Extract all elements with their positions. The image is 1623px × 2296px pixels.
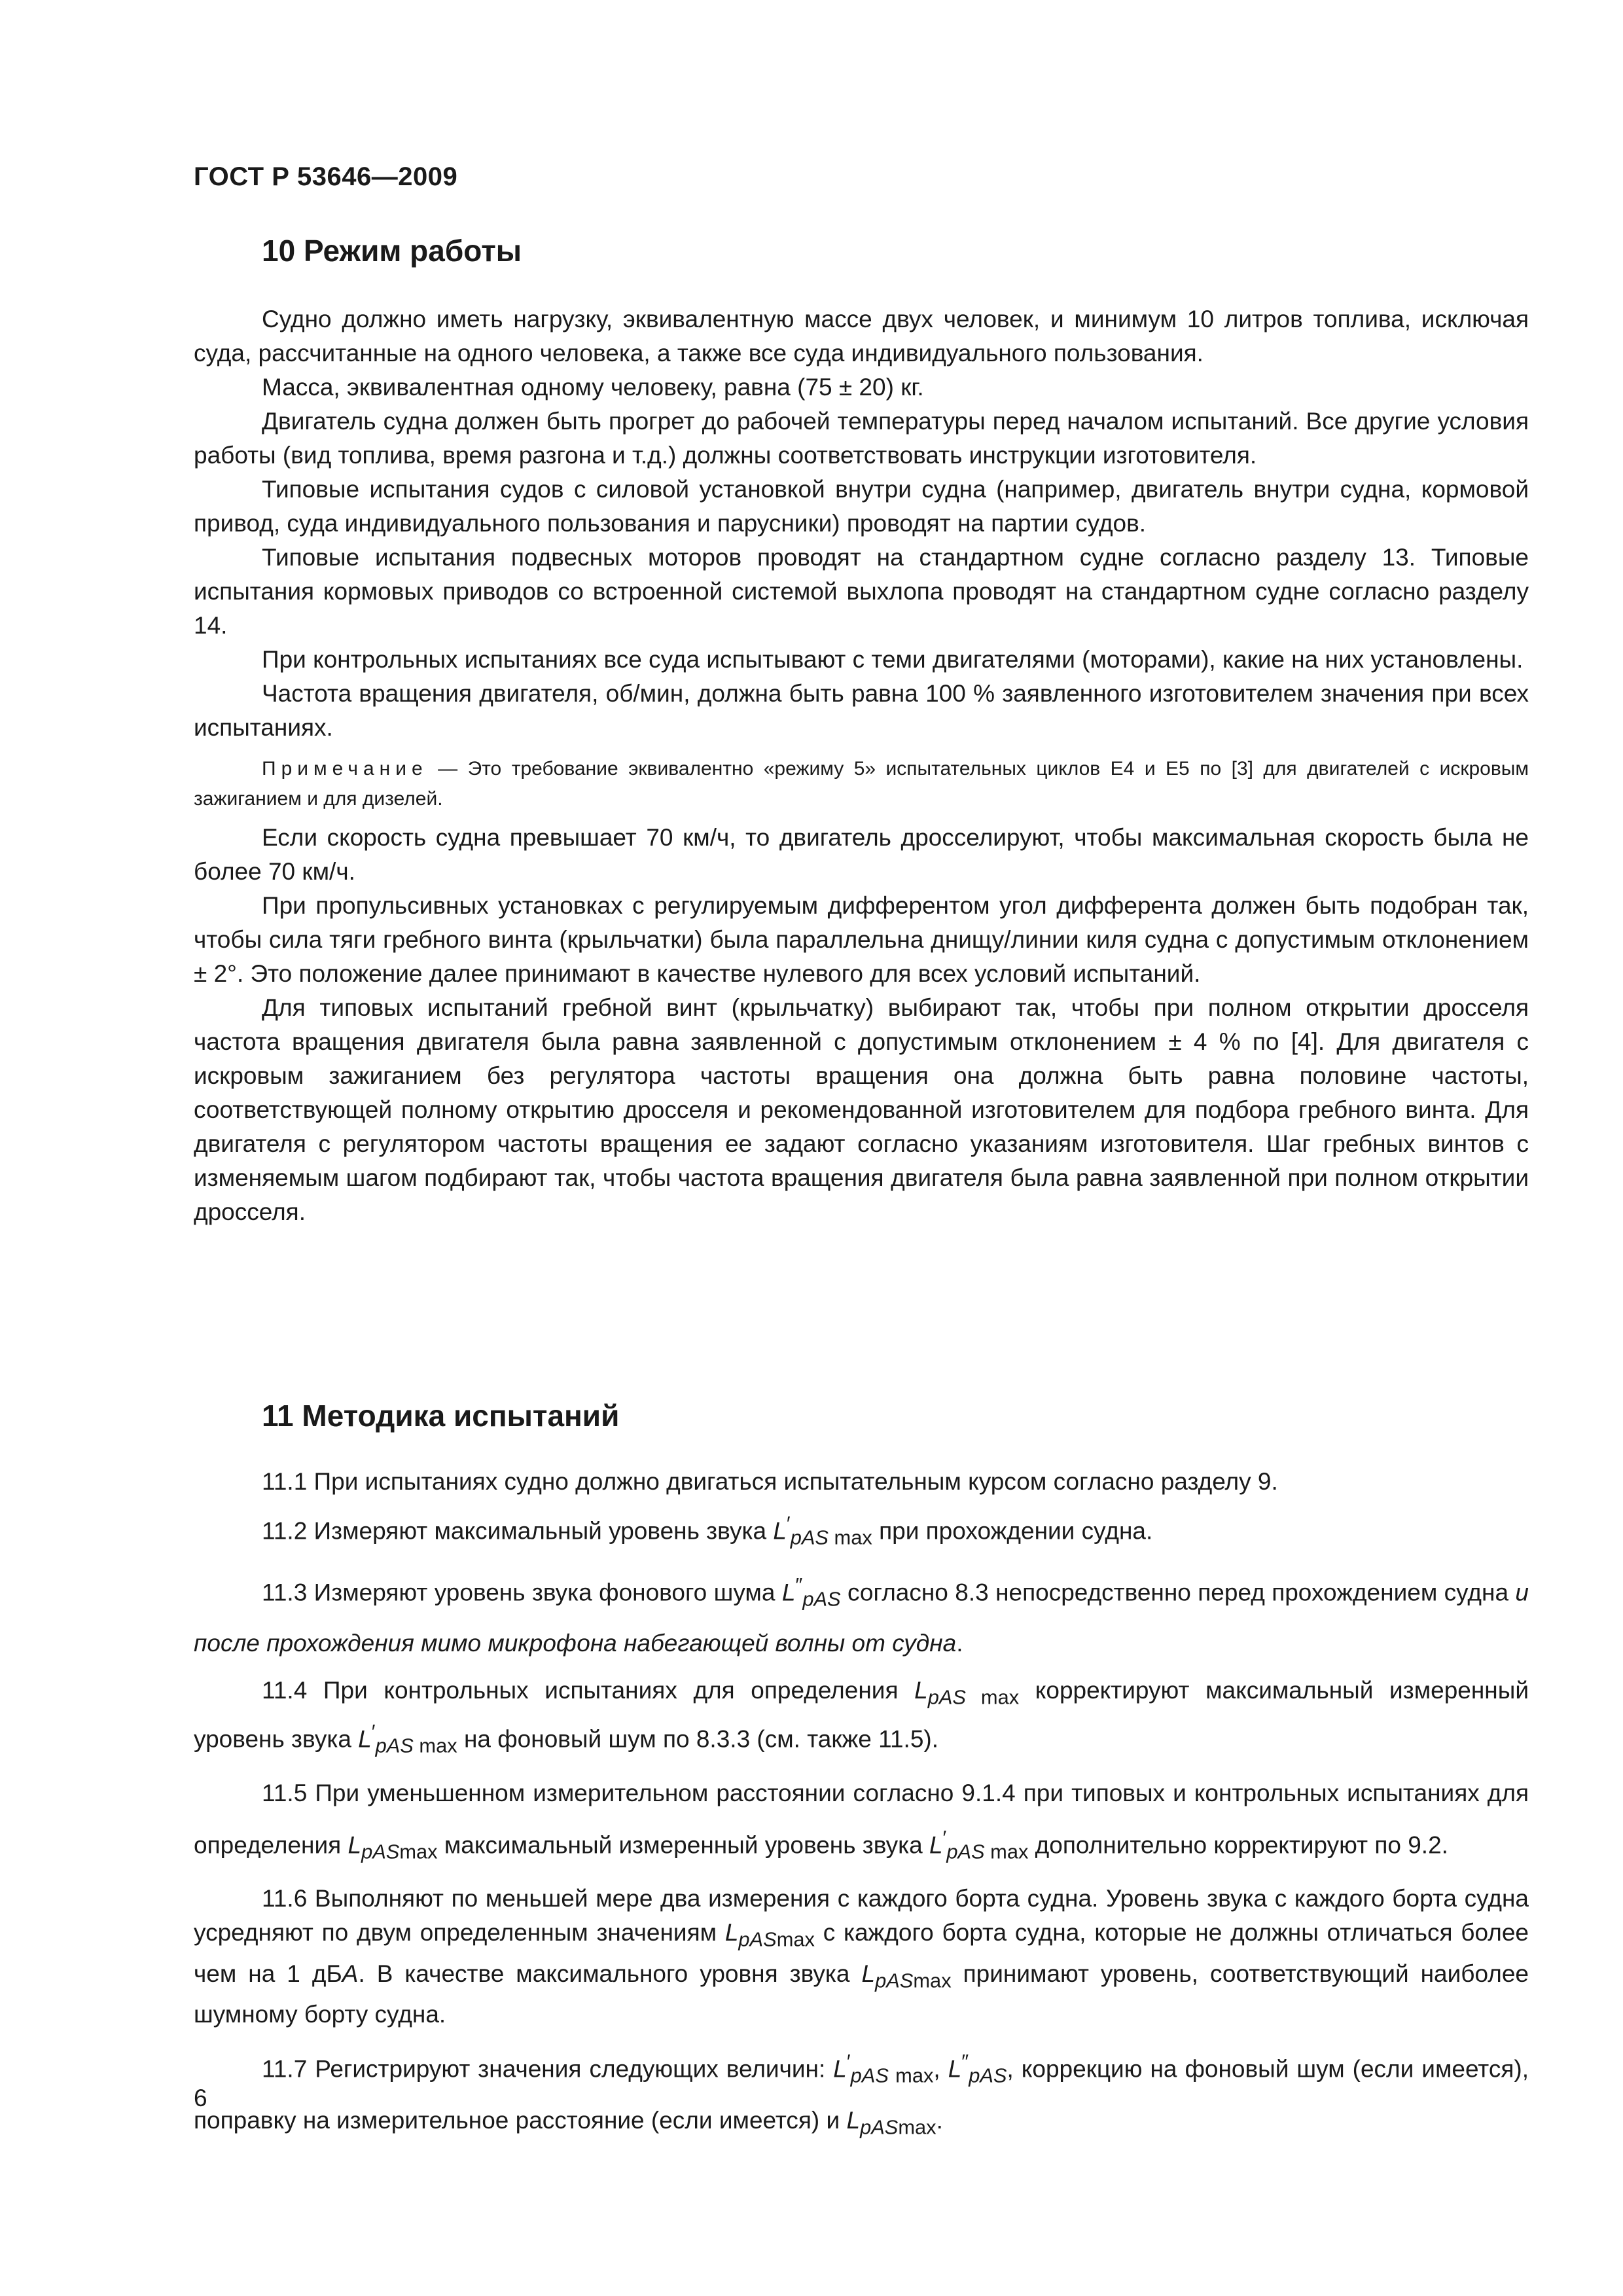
- subscript-pas: pAS: [850, 2064, 889, 2087]
- symbol-subscript: [376, 1734, 457, 1757]
- symbol-L: L: [358, 1725, 372, 1753]
- symbol-subscript: [860, 2115, 936, 2138]
- paragraph: Судно должно иметь нагрузку, эквивалентную массе двух человек, и минимум 10 литров топлива, исключая суда, рассчитанные на одного человека, а также все суда индивидуального пользования.: [194, 306, 1529, 367]
- subscript-pas: pAS: [946, 1840, 985, 1863]
- symbol-L: L: [861, 1960, 876, 1987]
- subscript-pas: pAS: [790, 1526, 829, 1549]
- symbol-subscript: [875, 1969, 952, 1992]
- item-text: 11.7 Регистрируют значения следующих величин:: [262, 2055, 834, 2083]
- subscript-max: max: [399, 1840, 438, 1863]
- paragraph: Для типовых испытаний гребной винт (крыльчатку) выбирают так, чтобы при полном открытии дросселя частота вращения двигателя была равна заявленной с допустимым отклонением ± 4 % по [4]. Для двигателя с искровым зажиганием без регулятора частоты вращения она должна быть равна половине частоты, соответствующей полному открытию дросселя и рекомендованной изготовителем для подбора гребного винта. Для двигателя с регулятором частоты вращения ее задают согласно указаниям изготовителя. Шаг гребных винтов с изменяемым шагом подбирают так, чтобы частота вращения двигателя была равна заявленной при полном открытии дросселя.: [194, 994, 1529, 1225]
- item-text: 11.4 При контрольных испытаниях для определения: [262, 1677, 915, 1704]
- item-11-1: 11.1 При испытаниях судно должно двигаться испытательным курсом согласно разделу 9.: [262, 1468, 1278, 1495]
- subscript-pas: pAS: [361, 1840, 400, 1863]
- section-10-body: [194, 302, 1529, 1229]
- symbol-prime: ′: [786, 1512, 791, 1535]
- symbol-subscript: [361, 1840, 438, 1863]
- item-text: .: [936, 2106, 943, 2134]
- subscript-max: max: [965, 1685, 1020, 1709]
- paragraph: Типовые испытания судов с силовой установкой внутри судна (например, двигатель внутри судна, кормовой привод, суда индивидуального пользования и парусники) проводят на партии судов.: [194, 476, 1529, 537]
- paragraph: При пропульсивных установках с регулируемым дифферентом угол дифферента должен быть подобран так, чтобы сила тяги гребного винта (крыльчатки) была параллельна днищу/линии киля судна с допустимым отклонением ± 2°. Это положение далее принимают в качестве нулевого для всех условий испытаний.: [194, 892, 1529, 987]
- symbol-L: L: [348, 1831, 362, 1858]
- item-11-3: [194, 1563, 1529, 1666]
- subscript-pas: pAS: [738, 1928, 777, 1951]
- symbol-subscript: [738, 1928, 815, 1951]
- section-10-title: 10 Режим работы: [262, 234, 522, 268]
- paragraph: Масса, эквивалентная одному человеку, равна (75 ± 20) кг.: [262, 374, 924, 401]
- subscript-pas: pAS: [875, 1969, 914, 1992]
- document-header: ГОСТ Р 53646—2009: [194, 162, 458, 191]
- symbol-L: L: [948, 2055, 962, 2083]
- symbol-subscript: [969, 2064, 1007, 2087]
- subscript-max: max: [984, 1840, 1029, 1863]
- item-11-4: [194, 1674, 1529, 1763]
- note-text: — Это требование эквивалентно «режиму 5» испытательных циклов Е4 и Е5 по [3] для двигателей с искровым зажиганием и для дизелей.: [194, 758, 1529, 810]
- symbol-subscript: [791, 1526, 872, 1549]
- item-text: 11.2 Измеряют максимальный уровень звука: [262, 1517, 774, 1545]
- item-11-5: [194, 1771, 1529, 1874]
- note: [194, 754, 1529, 814]
- symbol-L: L: [929, 1831, 943, 1858]
- item-text: , коррекцию на фоновый шум (если имеется), поправку на измерительное расстояние (если имеется) и: [194, 2055, 1529, 2134]
- symbol-subscript: [851, 2064, 934, 2087]
- item-text-italic: и после прохождения мимо микрофона набегающей волны от судна: [194, 1579, 1529, 1657]
- symbol-L: L: [914, 1677, 928, 1704]
- paragraph: Типовые испытания подвесных моторов проводят на стандартном судне согласно разделу 13. Типовые испытания кормовых приводов со встроенной системой выхлопа проводят на стандартном судне согласно разделу 14.: [194, 544, 1529, 639]
- item-text: максимальный измеренный уровень звука: [437, 1831, 929, 1858]
- subscript-max: max: [413, 1734, 457, 1757]
- item-text: 11.6 Выполняют по меньшей мере два измерения с каждого борта судна. Уровень звука с каждого борта судна усредняют по двум определенным значениям: [194, 1885, 1529, 1946]
- section-11-title: 11 Методика испытаний: [262, 1399, 620, 1433]
- paragraph: Частота вращения двигателя, об/мин, должна быть равна 100 % заявленного изготовителем значения при всех испытаниях.: [194, 680, 1529, 741]
- symbol-subscript: [946, 1840, 1028, 1863]
- item-11-7: [194, 2039, 1529, 2149]
- item-text-italic: А: [342, 1960, 359, 1987]
- paragraph: Двигатель судна должен быть прогрет до рабочей температуры перед началом испытаний. Все другие условия работы (вид топлива, время разгона и т.д.) должны соответствовать инструкции изготовителя.: [194, 408, 1529, 469]
- symbol-prime: ′: [371, 1719, 376, 1743]
- subscript-pas: pAS: [927, 1685, 966, 1709]
- subscript-max: max: [888, 2064, 934, 2087]
- item-11-2: [194, 1507, 1529, 1555]
- symbol-prime: ′: [942, 1825, 947, 1849]
- item-text: принимают уровень, соответствующий наиболее шумному борту судна.: [194, 1960, 1529, 2028]
- subscript-max: max: [776, 1928, 815, 1951]
- paragraph: При контрольных испытаниях все суда испытывают с теми двигателями (моторами), какие на них установлены.: [262, 646, 1524, 673]
- symbol-L: L: [833, 2055, 847, 2083]
- subscript-pas: pAS: [802, 1587, 841, 1611]
- subscript-max: max: [898, 2115, 936, 2139]
- item-text: с каждого борта судна, которые не должны отличаться более чем на 1 дБ: [194, 1919, 1529, 1987]
- symbol-double-prime: ″: [961, 2050, 969, 2073]
- item-text: ,: [933, 2055, 948, 2083]
- symbol-L: L: [781, 1579, 796, 1606]
- symbol-prime: ′: [846, 2050, 851, 2073]
- symbol-subscript: [928, 1686, 1019, 1709]
- item-text: . В качестве максимального уровня звука: [358, 1960, 862, 1987]
- item-text: при прохождении судна.: [872, 1517, 1153, 1545]
- symbol-L: L: [846, 2106, 861, 2134]
- symbol-subscript: [802, 1587, 840, 1610]
- page-number: 6: [194, 2085, 207, 2111]
- symbol-double-prime: ″: [795, 1573, 803, 1596]
- note-label: Примечание: [262, 758, 428, 780]
- paragraph: Если скорость судна превышает 70 км/ч, то двигатель дросселируют, чтобы максимальная скорость была не более 70 км/ч.: [194, 824, 1529, 885]
- item-text: на фоновый шум по 8.3.3 (см. также 11.5).: [457, 1725, 939, 1753]
- item-11-6: [194, 1882, 1529, 2032]
- subscript-pas: pAS: [375, 1734, 414, 1757]
- symbol-L: L: [724, 1919, 739, 1946]
- item-text: 11.5 При уменьшенном измерительном расстоянии согласно 9.1.4 при типовых и контрольных испытаниях для определения: [194, 1779, 1529, 1858]
- item-text: 11.3 Измеряют уровень звука фонового шума: [262, 1579, 782, 1606]
- symbol-L: L: [773, 1517, 787, 1545]
- section-11-body: [194, 1465, 1529, 2149]
- item-text: дополнительно корректируют по 9.2.: [1028, 1831, 1448, 1858]
- item-text: согласно 8.3 непосредственно перед прохождением судна: [840, 1579, 1516, 1606]
- item-text: .: [956, 1630, 963, 1657]
- subscript-pas: pAS: [860, 2115, 899, 2139]
- subscript-max: max: [828, 1526, 872, 1549]
- subscript-pas: pAS: [969, 2064, 1007, 2087]
- item-text: корректируют максимальный измеренный уровень звука: [194, 1677, 1529, 1753]
- subscript-max: max: [913, 1969, 952, 1992]
